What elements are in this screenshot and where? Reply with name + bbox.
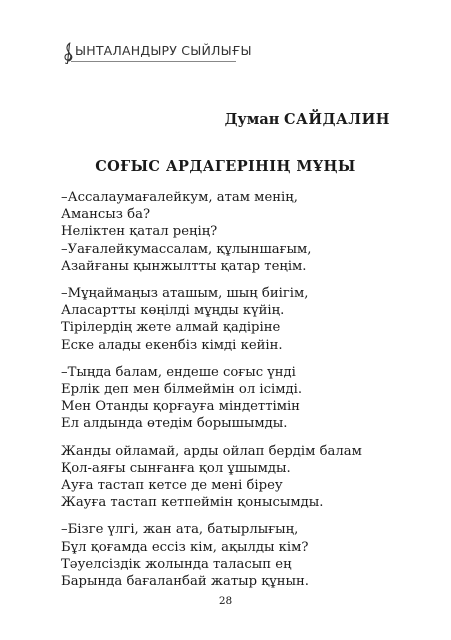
- poem-line: –Уағалейкумассалам, құлыншағым,: [61, 241, 312, 257]
- header-rule: [71, 61, 236, 62]
- poem-line: Ел алдында өтедім борышымды.: [61, 416, 288, 432]
- poem-line: Амансыз ба?: [61, 207, 151, 223]
- poem-line: Барында бағаланбай жатыр құнын.: [61, 574, 309, 590]
- poem-line: Неліктен қатал реңің?: [61, 224, 218, 240]
- poem-line: Мен Отанды қорғауға міндеттімін: [61, 399, 300, 415]
- stanza: [61, 364, 401, 433]
- poem-line: Тәуелсіздік жолында таласып ең: [61, 556, 292, 572]
- author-last-name: САЙДАЛИН: [284, 111, 390, 128]
- poem-line: –Ассалаумағалейкум, атам менің,: [61, 190, 298, 205]
- poem-line: Ерлік деп мен білмеймін ол ісімді.: [61, 382, 303, 398]
- poem-line: –Бізге үлгі, жан ата, батырлығың,: [61, 522, 299, 538]
- poem-line: Жауға тастап кетпеймін қонысымды.: [61, 495, 324, 511]
- poem-line: Аласартты көңілді мұңды күйің.: [61, 303, 285, 319]
- poem-line: Азайғаны қынжылтты қатар теңім.: [61, 258, 307, 274]
- stanza: [61, 189, 401, 275]
- poem-line: Жанды ойламай, арды ойлап бердім балам: [61, 443, 362, 459]
- poem-line: Еске алады екенбіз кімді кейін.: [61, 337, 283, 353]
- author-first-name: Думан: [224, 111, 280, 128]
- poem-title: СОҒЫС АРДАГЕРІНІҢ МҰҢЫ: [95, 158, 356, 175]
- poem-line: Бұл қоғамда ессіз кім, ақылды кім?: [61, 539, 309, 555]
- poem-line: –Тыңда балам, ендеше соғыс үнді: [61, 364, 296, 380]
- stanza: [61, 443, 401, 512]
- author-name: [225, 111, 390, 128]
- poem-line: Тірілердің жете алмай қадіріне: [61, 320, 281, 336]
- poem-line: Қол-аяғы сынғанға қол ұшымды.: [61, 460, 291, 476]
- running-header: [62, 42, 252, 64]
- page-number: 28: [218, 595, 233, 607]
- poem-line: –Мұңаймаңыз аташым, шың биігім,: [61, 286, 309, 302]
- poem-body: [61, 189, 401, 600]
- poem-line: Ауға тастап кетсе де мені біреу: [61, 478, 283, 494]
- stanza: [61, 285, 401, 354]
- header-title: ЫНТАЛАНДЫРУ СЫЙЛЫҒЫ: [75, 43, 252, 58]
- stanza: [61, 521, 401, 590]
